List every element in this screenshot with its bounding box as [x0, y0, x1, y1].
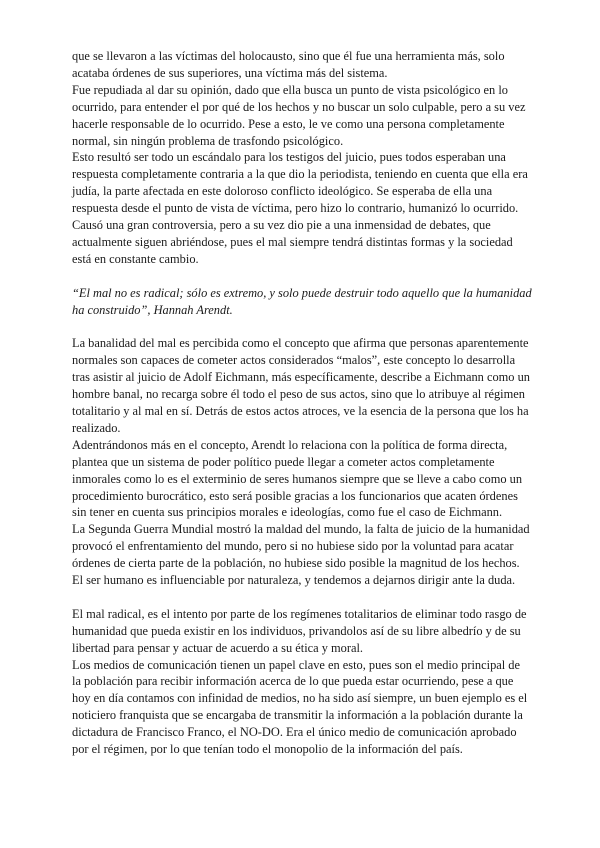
paragraph-banality-of-evil: La banalidad del mal es percibida como el concepto que afirma que personas aparentemente normales son capaces de cometer actos considerados “malos”, este concepto lo desarrolla tras asistir al juicio de Adolf Eichmann, más específicamente, describe a Eichmann como un hombre banal, no recarga sobre él todo el peso de sus actos, sino que lo atribuye al régimen totalitario y al mal en sí. Detrás de estos actos atroces, ve la esencia de la persona que los ha realizado.: [72, 336, 530, 435]
document-page: [72, 48, 532, 758]
paragraph-holocaust-victim: que se llevaron a las víctimas del holocausto, sino que él fue una herramienta más, solo acataba órdenes de sus superiores, una víctima más del sistema.: [72, 49, 505, 80]
paragraph-gap: [72, 589, 532, 606]
paragraph-trial-scandal: Esto resultó ser todo un escándalo para los testigos del juicio, pues todos esperaban una respuesta completamente contraria a la que dio la periodista, teniendo en cuenta que ella era judía, la parte afectada en este doloroso conflicto ideológico. Se esperaba de ella una respuesta desde el punto de vista de víctima, pero hizo lo contrario, humanizó lo ocurrido. Causó una gran controversia, pero a su vez dio pie a una inmensidad de debates, que actualmente siguen abriéndose, pues el mal siempre tendrá distintas formas y la sociedad está en constante cambio.: [72, 150, 528, 266]
paragraph-repudiated-opinion: Fue repudiada al dar su opinión, dado que ella busca un punto de vista psicológico en lo ocurrido, para entender el por qué de los hechos y no buscar un solo culpable, pero a su vez hacerle responsable de lo ocurrido. Pese a esto, le ve como una persona completamente normal, sin ningún problema de trasfondo psicológico.: [72, 82, 526, 148]
paragraph-gap: [72, 268, 532, 285]
paragraph-world-war: La Segunda Guerra Mundial mostró la maldad del mundo, la falta de juicio de la humanidad provocó el enfrentamiento del mundo, pero si no hubiese sido por la voluntad para acatar órdenes de cierta parte de la población, no hubiese sido posible la magnitud de los hechos. El ser humano es influenciable por naturaleza, y tendemos a dejarnos dirigir ante la duda.: [72, 522, 530, 588]
paragraph-media: Los medios de comunicación tienen un papel clave en esto, pues son el medio principal de la población para recibir información acerca de lo que pueda estar ocurriendo, pese a que hoy en día contamos con infinidad de medios, no ha sido así siempre, un buen ejemplo es el noticiero franquista que se encargaba de transmitir la información a la población durante la dictadura de Francisco Franco, el NO-DO. Era el único medio de comunicación aprobado por el régimen, por lo que tenían todo el monopolio de la información del país.: [72, 657, 528, 757]
arendt-quote: “El mal no es radical; sólo es extremo, y solo puede destruir todo aquello que la humanidad ha construido”, Hannah Arendt.: [72, 285, 532, 317]
paragraph-gap: [72, 318, 532, 335]
paragraph-political-concept: Adentrándonos más en el concepto, Arendt lo relaciona con la política de forma directa, plantea que un sistema de poder político puede llegar a cometer actos completamente inmorales como lo es el exterminio de seres humanos siempre que se lleve a cabo como un procedimiento burocrático, esto será posible gracias a los funcionarios que acaten órdenes sin tener en cuenta sus principios morales e ideologías, como fue el caso de Eichmann.: [72, 437, 523, 520]
paragraph-radical-evil: El mal radical, es el intento por parte de los regímenes totalitarios de eliminar todo rasgo de humanidad que pueda existir en los individuos, privandolos así de su libre albedrío y de su libertad para pensar y actuar de acuerdo a su ética y moral.: [72, 606, 527, 655]
